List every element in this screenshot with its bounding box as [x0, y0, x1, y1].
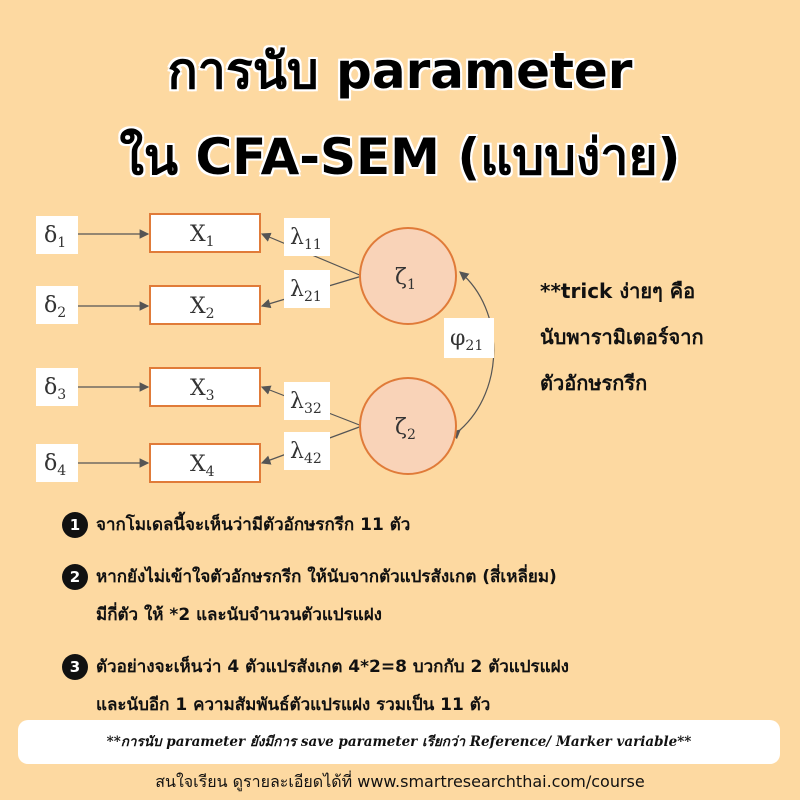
loading-lambda-11	[284, 218, 330, 256]
course-footer: สนใจเรียน ดูรายละเอียดได้ที่ www.smartresearchthai.com/course	[155, 772, 645, 791]
step-text-line: มีกี่ตัว ให้ *2 และนับจำนวนตัวแปรแฝง	[96, 605, 382, 625]
svg-text:ζ1: $\zeta_1$	[395, 265, 416, 293]
step-3	[62, 648, 782, 724]
loading-lambda-21	[284, 270, 330, 308]
svg-text:λ42: $\lambda_{42}$	[290, 439, 322, 467]
error-delta-3	[36, 368, 78, 406]
trick-line-1: **trick ง่ายๆ คือ	[540, 279, 696, 303]
trick-line-3: ตัวอักษรกรีก	[540, 371, 648, 395]
trick-line-2: นับพารามิเตอร์จาก	[540, 325, 704, 349]
step-number-badge: 3	[62, 654, 88, 680]
error-delta-2	[36, 286, 78, 324]
step-2	[62, 558, 782, 634]
svg-text:δ4: $\delta_4$	[44, 451, 67, 479]
svg-text:δ1: $\delta_1$	[44, 223, 67, 251]
observed-variable-x3	[150, 368, 260, 406]
observed-variable-x1	[150, 214, 260, 252]
page-title-line-1: การนับ parameter	[167, 42, 633, 100]
step-number-badge: 1	[62, 512, 88, 538]
loading-lambda-32	[284, 382, 330, 420]
svg-text:λ11: $\lambda_{11}$	[290, 225, 322, 253]
reference-marker-note: **การนับ parameter ยังมีการ save parameter เรียกว่า Reference/ Marker variable**	[18, 720, 780, 764]
svg-text:λ21: $\lambda_{21}$	[290, 277, 322, 305]
trick-note	[540, 268, 790, 406]
error-delta-4	[36, 444, 78, 482]
svg-text:X3: $X_3$	[190, 376, 215, 404]
observed-variable-x4	[150, 444, 260, 482]
svg-text:ζ2: $\zeta_2$	[395, 415, 416, 443]
error-delta-1	[36, 216, 78, 254]
covariance-phi-21	[444, 318, 494, 358]
svg-text:δ2: $\delta_2$	[44, 293, 67, 321]
svg-text:φ21: $\varphi_{21}$	[450, 326, 484, 354]
loading-lambda-42	[284, 432, 330, 470]
svg-text:X4: $X_4$	[190, 452, 215, 480]
latent-variable-zeta-2	[360, 378, 456, 474]
svg-text:λ32: $\lambda_{32}$	[290, 389, 322, 417]
step-text-line: และนับอีก 1 ความสัมพันธ์ตัวแปรแฝง รวมเป็น 11 ตัว	[96, 695, 491, 715]
svg-text:δ3: $\delta_3$	[44, 375, 67, 403]
svg-text:X2: $X_2$	[190, 294, 215, 322]
step-number-badge: 2	[62, 564, 88, 590]
latent-variable-zeta-1	[360, 228, 456, 324]
cfa-path-diagram	[0, 190, 530, 500]
observed-variable-x2	[150, 286, 260, 324]
svg-text:X1: $X_1$	[190, 222, 215, 250]
step-text-line: จากโมเดลนี้จะเห็นว่ามีตัวอักษรกรีก 11 ตัว	[96, 515, 411, 535]
step-text-line: หากยังไม่เข้าใจตัวอักษรกรีก ให้นับจากตัวแปรสังเกต (สี่เหลี่ยม)	[96, 567, 557, 587]
steps-list	[62, 506, 782, 738]
step-text-line: ตัวอย่างจะเห็นว่า 4 ตัวแปรสังเกต 4*2=8 บวกกับ 2 ตัวแปรแฝง	[96, 657, 569, 677]
step-1	[62, 506, 782, 544]
page-title-line-2: ใน CFA-SEM (แบบง่าย)	[119, 128, 681, 186]
